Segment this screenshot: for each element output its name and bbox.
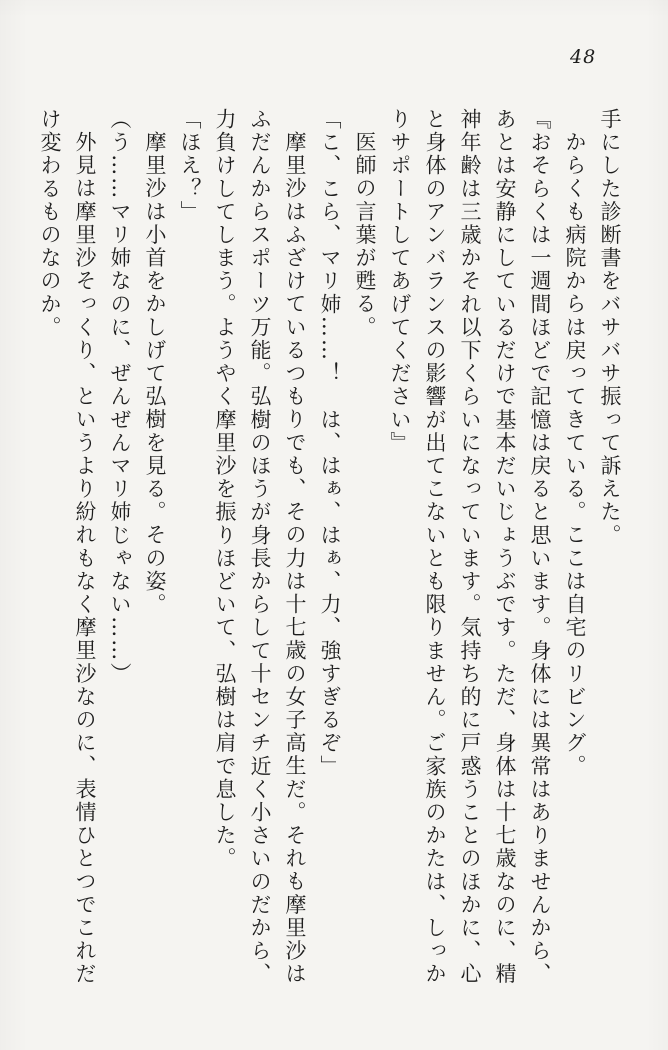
paragraph: 医師の言葉が甦る。: [353, 131, 377, 339]
paragraph: （う……マリ姉なのに、ぜんぜんマリ姉じゃない……）: [108, 108, 132, 686]
body-text: [32, 108, 627, 988]
paragraph: 摩里沙は小首をかしげて弘樹を見る。その姿。: [143, 131, 167, 617]
paragraph: 『おそらくは一週間ほどで記憶は戻ると思います。身体には異常はありませんから、あとは安静にしているだけで基本だいじょうぶです。ただ、身体は十七歳なのに、精神年齢は三歳かそれ以下くらいになっています。気持ち的に戸惑うことのほかに、心と身体のアンバランスの影響が出てこないとも限りません。ご家族のかたは、しっかりサポートしてあげてください』: [388, 108, 552, 986]
paragraph: 外見は摩里沙そっくり、というより紛れもなく摩里沙なのに、表情ひとつでこれだけ変わるものなのか。: [38, 108, 97, 986]
paragraph: 手にした診断書をバサバサ振って訴えた。: [598, 108, 622, 547]
paragraph: 「ほえ？」: [178, 108, 202, 224]
paragraph: 摩里沙はふざけているつもりでも、その力は十七歳の女子高生だ。それも摩里沙はふだんからスポーツ万能。弘樹のほうが身長からして十センチ近く小さいのだから、力負けしてしまう。ようやく摩里沙を振りほどいて、弘樹は肩で息した。: [213, 108, 307, 986]
paragraph: 「こ、こら、マリ姉……！ は、はぁ、はぁ、力、強すぎるぞ」: [318, 108, 342, 778]
paragraph: からくも病院からは戻ってきている。ここは自宅のリビング。: [563, 131, 587, 778]
page-number: 48: [570, 46, 597, 68]
